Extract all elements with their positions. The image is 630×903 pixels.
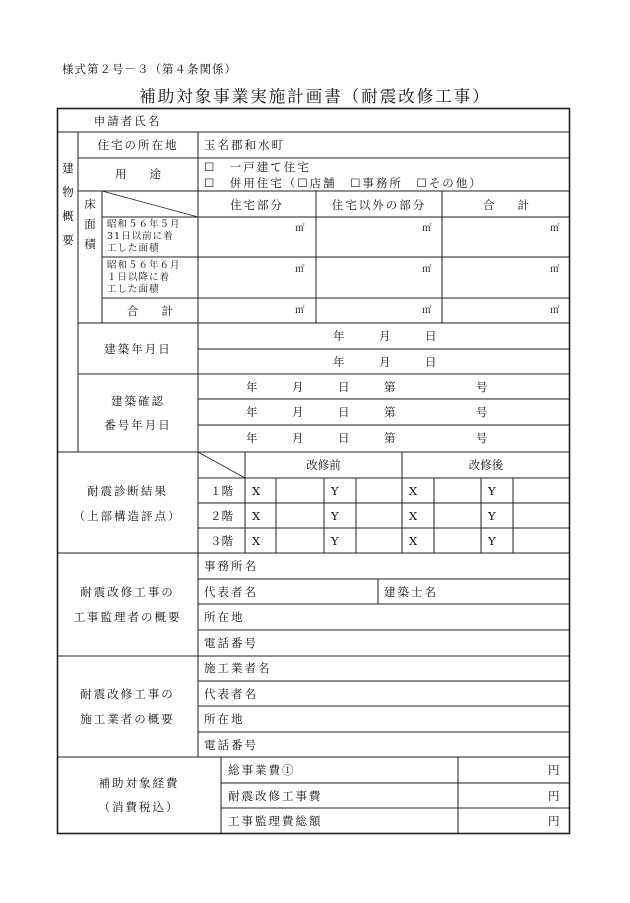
supervisor-office[interactable]: 事務所名 (204, 559, 258, 573)
col-total: 合 計 (483, 198, 529, 212)
floor-area-char: 積 (84, 237, 96, 251)
unit-sqm: ㎡ (422, 264, 433, 275)
construction-date-line[interactable]: 年 月 日 (333, 329, 437, 343)
supervisor-location[interactable]: 所在地 (204, 610, 245, 624)
unit-sqm: ㎡ (295, 264, 306, 275)
x-label: X (252, 509, 261, 523)
use-option-detached[interactable]: ☐ 一戸建て住宅 (204, 160, 311, 174)
area-total-label: 合 計 (127, 304, 173, 318)
row-label-line: 昭和５６年５月 (107, 219, 181, 230)
contractor-phone[interactable]: 電話番号 (204, 738, 258, 752)
supervisor-label: 工事監理者の概要 (73, 610, 182, 624)
before-header: 改修前 (306, 458, 341, 472)
row-label-line: 昭和５６年６月 (107, 260, 181, 271)
diagnosis-label: （上部構造評点） (73, 509, 182, 523)
contractor-label: 耐震改修工事の (80, 687, 175, 701)
y-label: Y (331, 534, 339, 548)
contractor-label: 施工業者の概要 (80, 712, 175, 726)
construction-date-label: 建築年月日 (104, 342, 172, 356)
floor-area-label (83, 194, 97, 254)
contractor-representative[interactable]: 代表者名 (204, 687, 258, 701)
row-label-line: 工した面積 (107, 243, 160, 254)
cost-supervision[interactable]: 工事監理費総額 (228, 814, 323, 828)
applicant-label: 申請者氏名 (93, 114, 162, 128)
confirmation-label: 番号年月日 (104, 418, 172, 432)
row-label-line: 31日以前に着 (107, 231, 174, 242)
x-label: X (409, 534, 418, 548)
col-house: 住宅部分 (230, 198, 284, 212)
row-after-label (107, 260, 181, 296)
cost-total[interactable]: 総事業費① (228, 763, 296, 777)
supervisor-phone[interactable]: 電話番号 (204, 636, 258, 650)
diagnosis-label: 耐震診断結果 (87, 484, 168, 498)
col-non-house: 住宅以外の部分 (331, 198, 427, 212)
use-option-mixed[interactable]: ☐ 併用住宅（☐店舗 ☐事務所 ☐その他） (204, 176, 483, 190)
x-label: X (409, 484, 418, 498)
y-label: Y (331, 509, 339, 523)
y-label: Y (331, 484, 339, 498)
form-label: 様式第２号－３（第４条関係） (62, 62, 237, 76)
yen-unit: 円 (548, 814, 560, 828)
y-label: Y (488, 534, 496, 548)
building-label-char: 物 (62, 185, 74, 199)
unit-sqm: ㎡ (550, 305, 561, 316)
use-label: 用 途 (115, 167, 161, 181)
cost-retrofit[interactable]: 耐震改修工事費 (228, 789, 323, 803)
x-label: X (252, 484, 261, 498)
address-value[interactable]: 玉名郡和水町 (204, 138, 285, 152)
y-label: Y (488, 509, 496, 523)
building-section-label (61, 156, 75, 252)
after-header: 改修後 (468, 458, 504, 472)
unit-sqm: ㎡ (422, 305, 433, 316)
unit-sqm: ㎡ (422, 223, 433, 234)
construction-date-line[interactable]: 年 月 日 (333, 355, 437, 369)
form-title: 補助対象事業実施計画書（耐震改修工事） (139, 87, 491, 106)
unit-sqm: ㎡ (550, 223, 561, 234)
contractor-location[interactable]: 所在地 (204, 712, 245, 726)
building-label-char: 概 (62, 209, 74, 223)
row-label-line: 工した面積 (107, 284, 160, 295)
floor-area-char: 面 (84, 217, 96, 231)
costs-label: （消費税込） (98, 800, 180, 814)
x-label: X (409, 509, 418, 523)
y-label: Y (488, 484, 496, 498)
supervisor-architect[interactable]: 建築士名 (384, 585, 438, 599)
unit-sqm: ㎡ (295, 305, 306, 316)
floor-3: ３階 (210, 534, 233, 548)
contractor-name[interactable]: 施工業者名 (204, 661, 272, 675)
floor-1: １階 (210, 484, 233, 498)
row-before-label (107, 219, 181, 255)
yen-unit: 円 (548, 789, 560, 803)
supervisor-representative[interactable]: 代表者名 (204, 585, 258, 599)
building-label-char: 建 (62, 161, 74, 175)
unit-sqm: ㎡ (295, 223, 306, 234)
floor-2: ２階 (210, 509, 233, 523)
confirmation-line[interactable]: 年 月 日 第 号 (246, 405, 488, 419)
confirmation-label: 建築確認 (111, 394, 165, 408)
supervisor-label: 耐震改修工事の (80, 585, 175, 599)
floor-area-char: 床 (84, 197, 96, 211)
address-label: 住宅の所在地 (97, 138, 179, 152)
confirmation-line[interactable]: 年 月 日 第 号 (246, 380, 488, 394)
confirmation-line[interactable]: 年 月 日 第 号 (246, 431, 488, 445)
building-label-char: 要 (62, 233, 74, 247)
costs-label: 補助対象経費 (98, 776, 180, 790)
row-label-line: １日以降に着 (107, 272, 171, 283)
x-label: X (252, 534, 261, 548)
unit-sqm: ㎡ (550, 264, 561, 275)
yen-unit: 円 (548, 763, 560, 777)
